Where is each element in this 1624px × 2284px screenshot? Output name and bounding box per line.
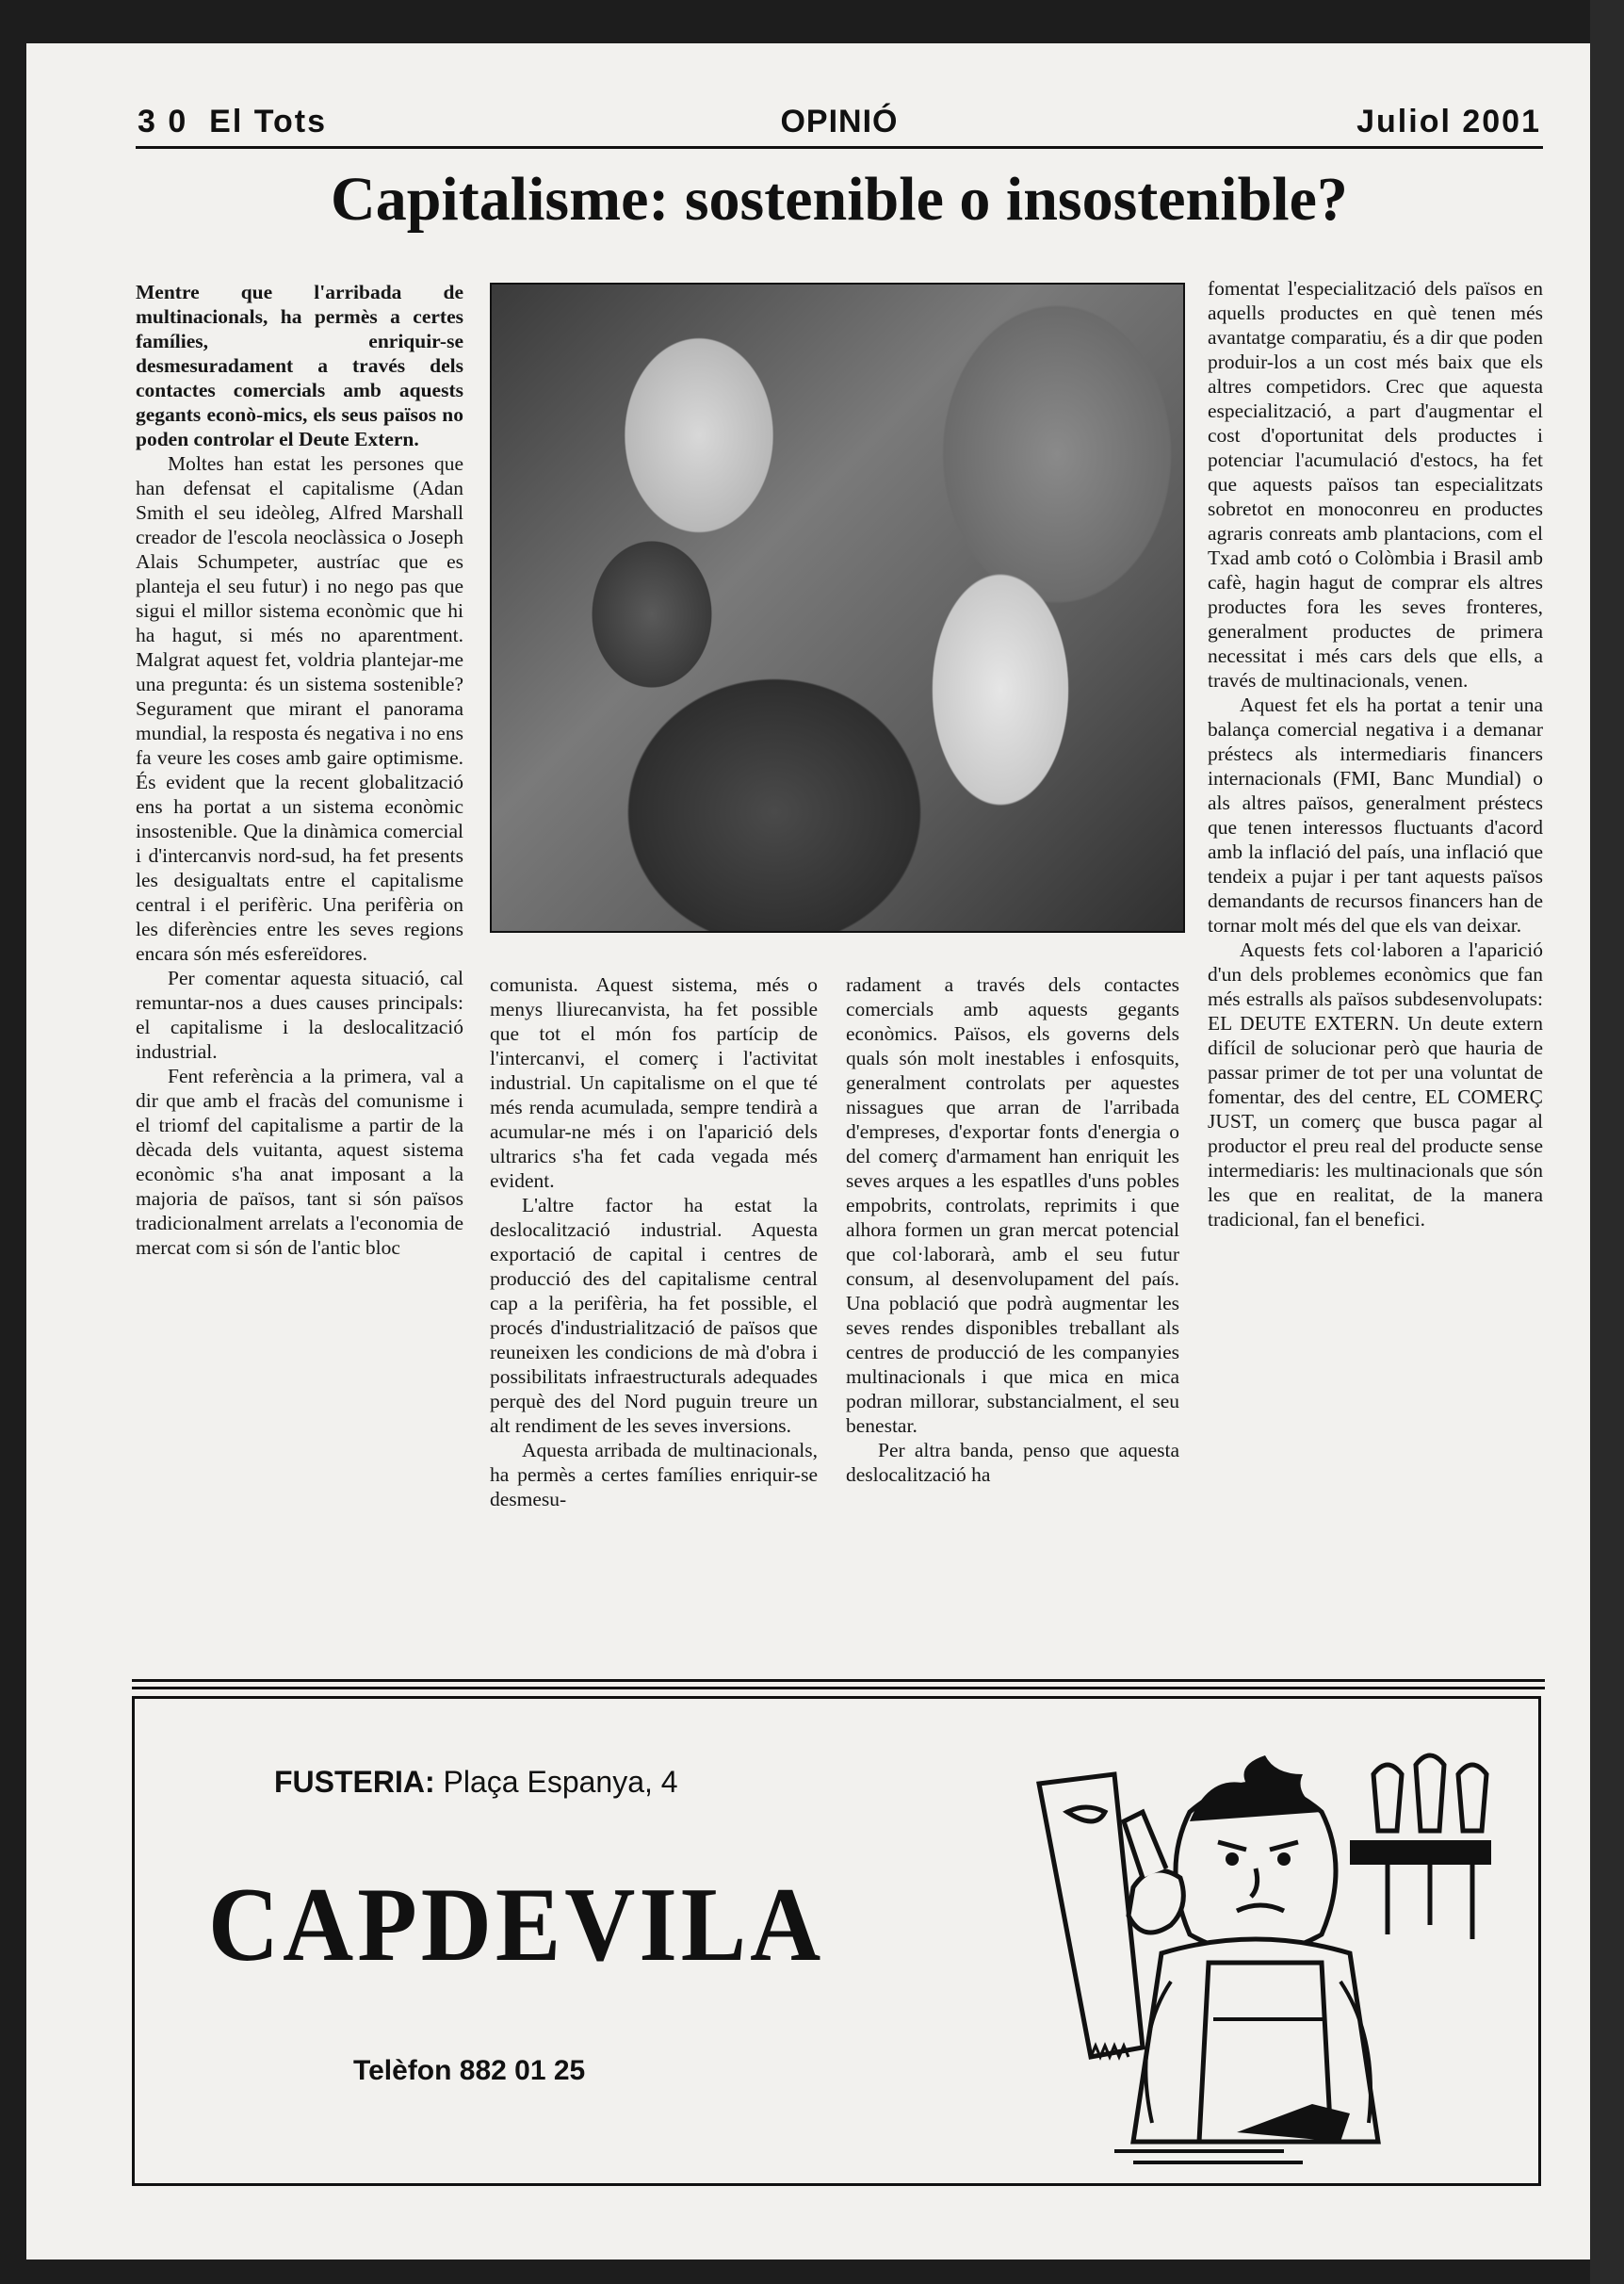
article-photo bbox=[490, 283, 1185, 933]
ad-separator-rule bbox=[132, 1687, 1545, 1689]
paragraph: fomentat l'especialització dels països en aquells productes en què tenen més avantatge comparatiu, és a dir que poden produir-los a un cost més baix que els altres competidors. Crec que aquesta especialització, a part d'augmentar el cost d'oportunitat dels productes i potenciar l'acumulació d'estocs, ha fet que aquests països tan especialitzats sobretot en monoconreu en productes agraris conreats amb plantacions, com el Txad amb cotó o Colòmbia i Brasil amb cafè, hagin hagut de comprar els altres productes fora les seves fronteres, generalment productes de primera necessitat i més cars dels que ells, a través de multinacionals, venen. bbox=[1208, 277, 1543, 692]
paragraph: Aquesta arribada de multinacionals, ha permès a certes famílies enriquir-se desmesu- bbox=[490, 1439, 818, 1510]
ad-business-name: CAPDEVILA bbox=[208, 1866, 825, 1983]
article-column-1 bbox=[136, 280, 463, 1260]
article-column-4 bbox=[1208, 276, 1543, 1232]
article-headline: Capitalisme: sostenible o insostenible? bbox=[331, 165, 1348, 234]
article-column-2 bbox=[490, 972, 818, 1511]
section-title: OPINIÓ bbox=[780, 104, 899, 139]
paragraph: Per altra banda, penso que aquesta deslocalització ha bbox=[846, 1439, 1179, 1486]
article-column-3 bbox=[846, 972, 1179, 1487]
ad-address-value: Plaça Espanya, 4 bbox=[443, 1765, 678, 1799]
paragraph: radament a través dels contactes comercials amb aquests gegants econòmics. Països, els governs dels quals són molt inestables i enfosquits, generalment controlats per aquestes nissagues que arran de l'arribada d'empreses, d'exportar fonts d'energia o del comerç d'armament han enriquit les seves arques a les espatlles d'uns pobles empobrits, controlats, reprimits i que alhora formen un gran mercat potencial que col·laborarà, amb el seu futur consum, al desenvolupament del país. Una població que podrà augmentar les seves rendes disponibles treballant als centres de producció de les companyies multinacionals i que mica en mica podran millorar, substancialment, el seu benestar. bbox=[846, 973, 1179, 1437]
ad-separator-rule bbox=[132, 1679, 1545, 1682]
paragraph: Fent referència a la primera, val a dir que amb el fracàs del comunisme i el triomf del capitalisme a partir de la dècada dels vuitanta, aquest sistema econòmic s'ha anat imposant a la majoria de països, tant si són països tradicionalment arrelats a l'economia de mercat com si són de l'antic bloc bbox=[136, 1065, 463, 1259]
page-header bbox=[138, 104, 1541, 147]
paragraph: Per comentar aquesta situació, cal remuntar-nos a dues causes principals: el capitalisme i la deslocalització industrial. bbox=[136, 967, 463, 1063]
ad-address bbox=[274, 1765, 678, 1800]
paragraph: Aquests fets col·laboren a l'aparició d'un dels problemes econòmics que fan més estralls als països subdesenvolupats: EL DEUTE EXTERN. Un deute extern difícil de solucionar però que hauria de passar primer de tot per una voluntat de fomentar, des del centre, EL COMERÇ JUST, un comerç que busca pagar al productor el preu real del producte sense intermediaris: les multinacionals que són les que en realitat, de la manera tradicional, fan el benefici. bbox=[1208, 938, 1543, 1231]
paragraph: Moltes han estat les persones que han defensat el capitalisme (Adan Smith el seu ideòleg, Alfred Marshall creador de l'escola neoclàssica o Joseph Alais Schumpeter, austríac que es planteja el seu futur) i no nego pas que sigui el millor sistema econòmic que hi ha hagut, si més no aparentment. Malgrat aquest fet, voldria plantejar-me una pregunta: és un sistema sostenible? Segurament que mirant el panorama mundial, la resposta és negativa i no ens fa veure les coses amb gaire optimisme. És evident que la recent globalització ens ha portat a un sistema econòmic insostenible. Que la dinàmica comercial i d'intercanvis nord-sud, ha fet presents les desigualtats entre el capitalisme central i el perifèric. Una perifèria on les diferències entre les seves regions encara són més esfereïdores. bbox=[136, 452, 463, 965]
page-number-publication: 3 0 El Tots bbox=[138, 104, 327, 139]
advertisement bbox=[132, 1696, 1541, 2186]
binding-spine bbox=[1590, 0, 1624, 2284]
header-rule bbox=[136, 146, 1543, 149]
article-lead: Mentre que l'arribada de multinacionals, ha permès a certes famílies, enriquir-se desmesuradament a través dels contactes comercials amb aquests gegants econò-mics, els seus països no poden controlar el Deute Extern. bbox=[136, 281, 463, 450]
paragraph: Aquest fet els ha portat a tenir una balança comercial negativa i a demanar préstecs als intermediaris financers internacionals (FMI, Banc Mundial) o als altres països, generalment préstecs que tenen interessos fluctuants d'acord amb la inflació del país, una inflació que tendeix a pujar i per tant aquests països demandants de recursos financers han de tornar molt més del que els van deixar. bbox=[1208, 693, 1543, 937]
issue-date: Juliol 2001 bbox=[1356, 104, 1541, 139]
ad-phone: Telèfon 882 01 25 bbox=[353, 2055, 586, 2086]
ad-address-label: FUSTERIA: bbox=[274, 1765, 435, 1799]
paragraph: L'altre factor ha estat la deslocalització industrial. Aquesta exportació de capital i centres de producció des del capitalisme central cap a la perifèria, ha fet possible, el procés d'industrialització de països que reuneixen les condicions de mà d'obra i possibilitats infraestructurals adequades perquè des del Nord puguin treure un alt rendiment de les seves inversions. bbox=[490, 1194, 818, 1437]
carpenter-illustration-icon bbox=[1001, 1737, 1529, 2170]
paragraph: comunista. Aquest sistema, més o menys lliurecanvista, ha fet possible que tot el món fos partícip de l'intercanvi, el comerç i l'activitat industrial. Un capitalisme on el que té més renda acumulada, sempre tendirà a acumular-ne més i on l'aparició dels ultrarics s'ha fet cada vegada més evident. bbox=[490, 973, 818, 1192]
